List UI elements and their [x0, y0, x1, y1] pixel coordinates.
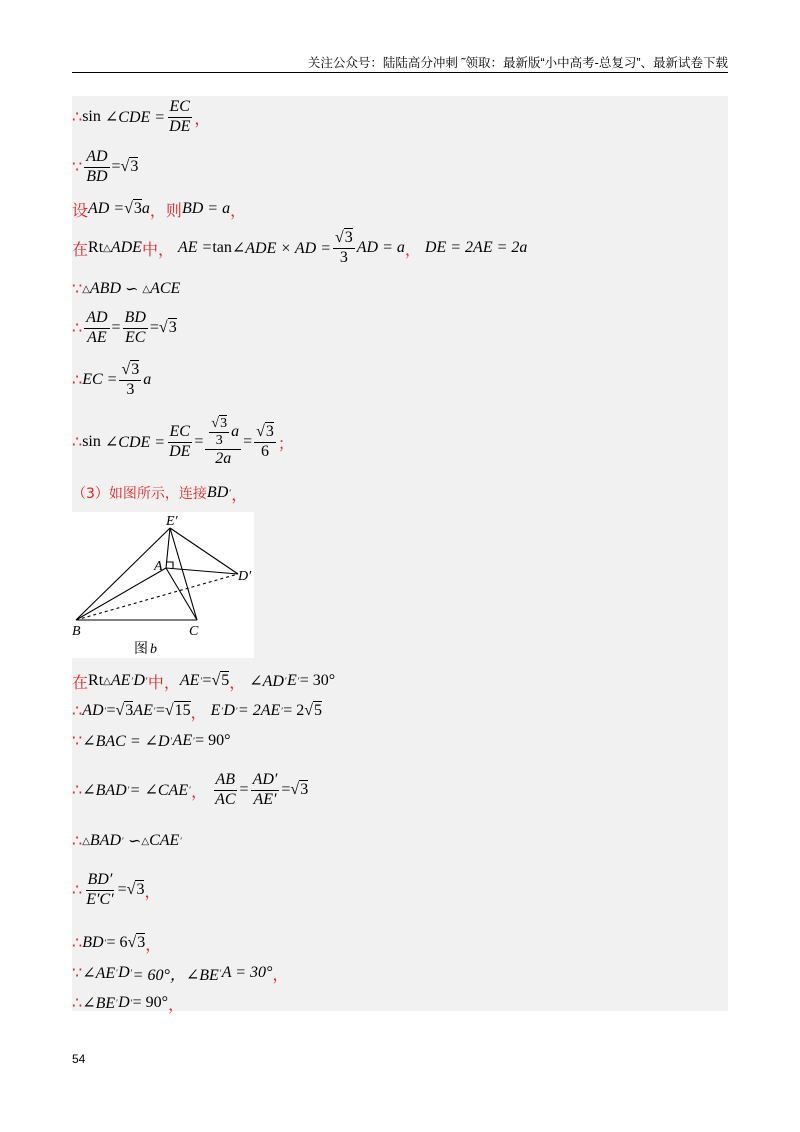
equals: =: [117, 881, 127, 898]
line-11: [72, 700, 322, 722]
expression: a: [141, 200, 150, 217]
prime: ′: [116, 998, 119, 1008]
edge-AC: [166, 568, 197, 620]
denominator: DE: [169, 442, 191, 460]
numerator: AD: [84, 309, 109, 328]
expression: = ∠CAE: [129, 782, 189, 799]
prime: ′: [130, 968, 133, 978]
punct: ，: [191, 783, 208, 801]
denominator: AE: [87, 328, 107, 346]
expression: = 6: [106, 934, 128, 951]
numerator: AB: [214, 771, 238, 790]
equals: =: [281, 781, 291, 798]
line-7: [72, 360, 151, 400]
radicand: 3: [168, 319, 177, 336]
denominator: 3: [215, 432, 223, 448]
equals: =: [202, 672, 212, 689]
therefore-symbol: ∴: [72, 372, 83, 389]
fraction: [84, 148, 109, 186]
therefore-symbol: ∴: [72, 882, 83, 899]
expression: AD =: [88, 200, 125, 217]
expression: D: [118, 994, 130, 1011]
numerator: AD′: [251, 771, 280, 790]
line-10: [72, 670, 335, 692]
denominator: EC: [124, 328, 146, 346]
tan-label: tan: [212, 239, 232, 256]
denominator: DE: [169, 117, 191, 135]
expression: BD: [82, 934, 104, 951]
triangle-symbol: △: [142, 283, 151, 295]
prime: ′: [297, 676, 300, 686]
sqrt: √3: [127, 934, 146, 951]
radicand: 3: [130, 158, 139, 175]
expression: AE =: [177, 239, 213, 256]
sin-label: sin: [82, 433, 101, 450]
let-word: 设: [72, 202, 89, 220]
expression: = 2: [283, 702, 305, 719]
expression: EC =: [82, 371, 118, 388]
equals: =: [155, 702, 165, 719]
expression: a: [143, 371, 152, 388]
denominator: E′C′: [86, 890, 114, 908]
therefore-symbol: ∴: [72, 434, 83, 451]
expression: ∠BAC = ∠D: [82, 733, 170, 750]
radicand: 3: [131, 361, 140, 379]
radicand: 5: [314, 702, 323, 719]
because-symbol: ∵: [72, 965, 83, 982]
prime: ′: [104, 938, 107, 948]
fraction: [333, 229, 355, 267]
therefore-symbol: ∴: [72, 833, 83, 850]
expression: D: [133, 672, 145, 689]
line-14: [72, 830, 182, 852]
right-angle-mark: [167, 562, 173, 568]
denominator: 3: [339, 248, 348, 266]
sin-label: sin: [82, 108, 101, 125]
expression: ∠AD: [249, 673, 284, 690]
fraction: [213, 771, 237, 809]
in-word: 在: [72, 241, 89, 259]
page-header: [72, 54, 728, 73]
sqrt: √3: [290, 781, 309, 798]
line-18: [72, 992, 184, 1014]
line-15: [72, 870, 160, 910]
radicand: 3: [125, 702, 134, 719]
line-8: [72, 412, 294, 472]
fraction: [123, 309, 148, 347]
sqrt: √5: [304, 702, 323, 719]
then-word: ，则: [149, 202, 182, 220]
expression: = 60°，∠BE: [132, 966, 219, 984]
expression: BAD: [89, 832, 121, 849]
rt-label: Rt: [88, 672, 104, 689]
in-word: 中，: [141, 241, 174, 259]
edge-EC: [170, 528, 197, 620]
equals: =: [106, 702, 116, 719]
sqrt: √3: [120, 158, 139, 175]
expression: ∠ADE × AD =: [231, 240, 331, 257]
line-3: [72, 198, 246, 220]
complex-fraction: $\frac{√3}{3}$ a 2a: [205, 416, 241, 469]
prime: ′: [127, 785, 130, 795]
prime: ′: [281, 706, 284, 716]
punct: ，: [144, 883, 161, 901]
expression: ∠BE: [82, 995, 116, 1012]
sqrt: √3: [115, 702, 134, 719]
expression: AD = a: [356, 239, 405, 256]
expression: ∠AE: [82, 965, 116, 982]
punct: ，: [194, 110, 211, 128]
numerator: EC: [168, 423, 192, 442]
header-text: 关注公众号：陆陆高分冲刺 ˜领取：最新版“小中高考-总复习”、最新试卷下载: [307, 56, 728, 70]
prime: ′: [229, 488, 232, 498]
because-symbol: ∵: [72, 159, 83, 176]
radicand: 3: [136, 881, 145, 898]
punct: ，: [229, 674, 246, 692]
radicand: 3: [300, 781, 309, 798]
fraction: $\frac{√3}{6}$: [256, 423, 274, 460]
edge-AD: [166, 568, 238, 574]
line-12: [72, 730, 230, 752]
expression: DE = 2AE = 2a: [424, 239, 528, 256]
expression: A = 30°: [221, 964, 273, 981]
expression: ABD: [89, 280, 121, 297]
rt-label: Rt: [88, 239, 104, 256]
line-4: [72, 228, 527, 268]
prime: ′: [180, 836, 183, 846]
sqrt: √3: [126, 881, 145, 898]
page-number: 54: [72, 1052, 86, 1066]
prime: ′: [116, 968, 119, 978]
equals: =: [239, 781, 249, 798]
expression: CAE: [149, 832, 180, 849]
prime: ′: [221, 706, 224, 716]
similar-symbol: ∽: [127, 833, 142, 850]
sqrt: √3: [335, 229, 353, 247]
equals: =: [149, 319, 159, 336]
triangle-symbol: △: [82, 283, 90, 295]
punct: ；: [277, 435, 294, 453]
prime: ′: [153, 706, 156, 716]
line-1: [72, 98, 211, 135]
punct: ，: [404, 241, 421, 259]
fraction: [167, 423, 192, 461]
expression: = 90°: [132, 994, 169, 1011]
radicand: 15: [174, 702, 191, 719]
expression: AE: [133, 702, 153, 719]
expression: AE: [172, 732, 193, 749]
therefore-symbol: ∴: [72, 935, 83, 952]
caption-cn: 图: [134, 642, 148, 657]
prime: ′: [193, 736, 196, 746]
line-2: [72, 148, 139, 185]
expression: a: [231, 423, 240, 441]
punct: ，: [272, 966, 289, 984]
expression: BD: [206, 484, 229, 501]
line-17: [72, 962, 288, 984]
expression: ∠CDE =: [104, 109, 166, 126]
triangle-symbol: △: [103, 675, 111, 687]
triangle-symbol: △: [141, 835, 150, 847]
punct: ，: [145, 936, 162, 954]
label-C: C: [189, 624, 199, 639]
therefore-symbol: ∴: [72, 782, 83, 799]
prime: ′: [235, 706, 238, 716]
radicand: 3: [137, 934, 146, 951]
expression: AE: [179, 672, 200, 689]
line-6: [72, 310, 177, 346]
radicand: 3: [265, 423, 274, 441]
numerator: BD: [123, 309, 148, 328]
label-A: A: [154, 559, 163, 574]
line-13: [72, 770, 308, 810]
denominator: 2a: [215, 449, 232, 467]
fraction: [251, 771, 280, 809]
radicand: 3: [133, 200, 142, 217]
triangle-symbol: △: [82, 835, 90, 847]
expression: D: [118, 964, 130, 981]
expression: AD: [82, 702, 104, 719]
expression: ∠CDE =: [104, 434, 166, 451]
figure-b: [72, 512, 254, 658]
because-symbol: ∵: [72, 733, 83, 750]
prime: ′: [145, 676, 148, 686]
expression: BD = a: [181, 200, 231, 217]
punct: ，: [230, 202, 247, 220]
in-word: 在: [72, 674, 89, 692]
edge-ED: [170, 528, 238, 574]
fraction: [84, 871, 115, 909]
expression: E: [286, 672, 297, 689]
prime: ′: [189, 785, 192, 795]
triangle-symbol: △: [103, 242, 111, 254]
prime: ′: [284, 676, 287, 686]
geometry-figure: [72, 512, 254, 658]
denominator: 3: [126, 380, 135, 398]
fraction: [84, 309, 109, 347]
equals: =: [243, 433, 253, 450]
denominator: 6: [261, 442, 270, 460]
expression: = 90°: [195, 732, 231, 749]
punct: ，: [190, 704, 207, 722]
label-E: E′: [166, 514, 178, 529]
equals: =: [111, 319, 121, 336]
label-D: D′: [238, 569, 252, 584]
label-B: B: [72, 624, 81, 639]
numerator: EC: [168, 98, 192, 117]
sqrt: √3: [121, 361, 140, 379]
sqrt: √3: [124, 200, 142, 217]
line-5: [72, 278, 180, 300]
prime: ′: [200, 676, 203, 686]
prime: ′: [130, 998, 133, 1008]
denominator: AE′: [253, 790, 277, 808]
expression: = 2AE: [237, 702, 281, 719]
expression: ACE: [150, 280, 181, 297]
denominator: BD: [86, 167, 108, 185]
expression: D: [223, 702, 235, 719]
sqrt: √3: [158, 319, 177, 336]
therefore-symbol: ∴: [72, 109, 83, 126]
radicand: 3: [220, 415, 228, 431]
prime: ′: [131, 676, 134, 686]
therefore-symbol: ∴: [72, 320, 83, 337]
radicand: 5: [221, 672, 230, 689]
step-3-text: （3）如图所示，连接: [72, 486, 207, 502]
therefore-symbol: ∴: [72, 703, 83, 720]
fraction: [119, 361, 141, 399]
expression: = 30°: [299, 672, 336, 689]
numerator: BD′: [86, 871, 115, 890]
prime: ′: [104, 706, 107, 716]
sqrt: √15: [164, 702, 191, 719]
denominator: AC: [215, 790, 236, 808]
prime: ′: [122, 836, 124, 846]
fraction: [167, 98, 192, 136]
prime: ′: [219, 968, 222, 978]
caption-var: b: [150, 642, 157, 657]
equals: =: [194, 433, 204, 450]
prime: ′: [170, 736, 173, 746]
line-16: [72, 932, 161, 954]
expression: AE: [110, 672, 131, 689]
therefore-symbol: ∴: [72, 995, 83, 1012]
line-9: [72, 482, 247, 504]
sqrt: √5: [211, 672, 230, 689]
edge-BD-dashed: [76, 574, 238, 620]
because-symbol: ∵: [72, 281, 83, 298]
expression: ADE: [110, 239, 142, 256]
similar-symbol: ∽: [125, 281, 139, 298]
punct: ，: [231, 486, 248, 504]
in-word: 中，: [147, 674, 180, 692]
expression: ∠BAD: [82, 782, 127, 799]
punct: ，: [168, 996, 185, 1014]
numerator: AD: [84, 148, 109, 167]
equals: =: [111, 158, 121, 175]
expression: E: [210, 702, 221, 719]
radicand: 3: [344, 229, 353, 247]
